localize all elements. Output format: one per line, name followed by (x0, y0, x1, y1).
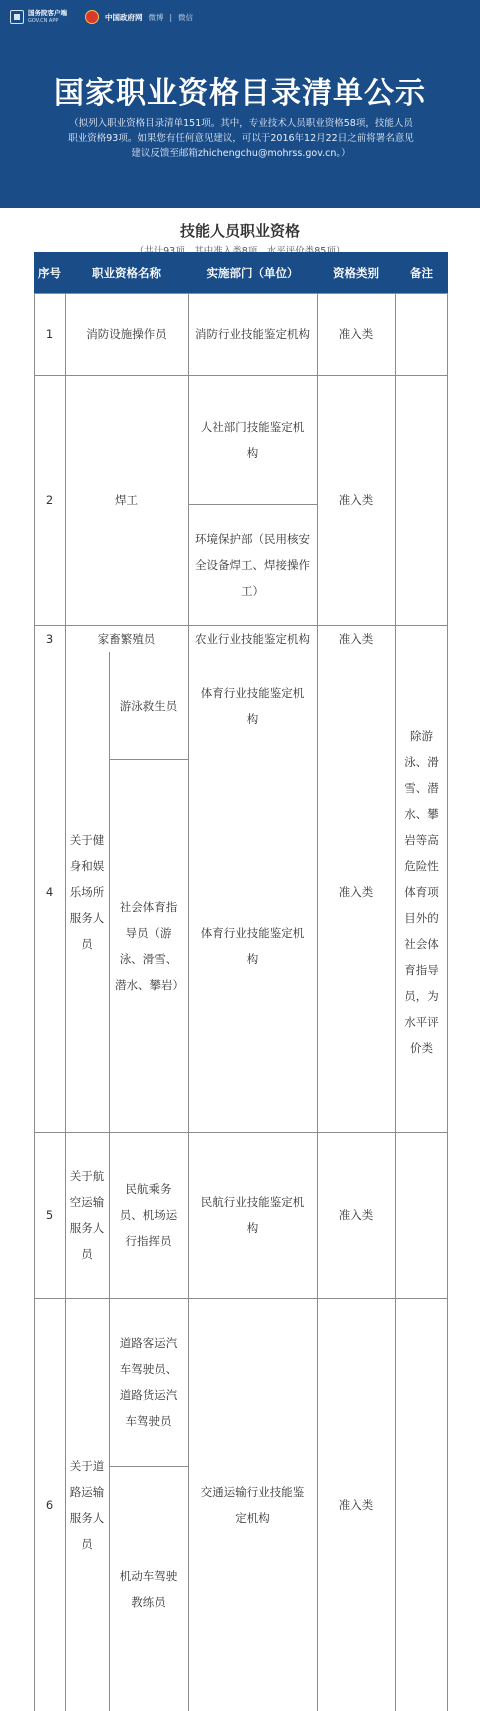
qualification-name: 消防设施操作员 (86, 327, 167, 341)
weibo-link[interactable]: 微博 (148, 12, 164, 22)
col-header-category[interactable]: 资格类别 (333, 265, 379, 280)
category: 准入类 (338, 493, 374, 507)
weixin-link[interactable]: 微信 (178, 12, 194, 22)
national-emblem-icon (85, 10, 99, 24)
qualification-name: 机动车驾驶教练员 (119, 1568, 178, 1609)
qualification-name: 社会体育指导员（游泳、滑雪、潜水、攀岩） (115, 899, 184, 992)
department: 人社部门技能鉴定机构 (200, 419, 305, 460)
department: 交通运输行业技能鉴定机构 (200, 1484, 305, 1525)
group-name: 关于道路运输服务人员 (69, 1458, 105, 1551)
gov-site-link[interactable]: 中国政府网 (105, 12, 143, 22)
row-number: 6 (45, 1497, 54, 1512)
section-title: 技能人员职业资格 (179, 222, 300, 240)
app-logo-icon (10, 10, 24, 24)
app-sub: GOV.CN APP (28, 17, 59, 24)
header-banner (0, 0, 480, 208)
department: 民航行业技能鉴定机构 (200, 1195, 305, 1235)
qualification-name: 民航乘务员、机场运行指挥员 (119, 1182, 178, 1248)
qualification-name: 家畜繁殖员 (97, 631, 156, 646)
group-name: 关于航空运输服务人员 (69, 1169, 105, 1261)
category: 准入类 (338, 327, 374, 341)
category: 准入类 (338, 1497, 374, 1512)
col-header-dept[interactable]: 实施部门（单位） (206, 265, 299, 280)
department: 体育行业技能鉴定机构 (200, 685, 305, 726)
note: 除游泳、滑雪、潜水、攀岩等高危险性体育项目外的社会体育指导员，为水平评价类 (404, 729, 439, 1055)
col-header-note[interactable]: 备注 (410, 265, 433, 280)
group-name: 关于健身和娱乐场所服务人员 (69, 833, 105, 951)
row-number: 4 (45, 885, 54, 899)
qualification-name: 游泳救生员 (119, 698, 178, 713)
page-subtitle: （拟列入职业资格目录清单151项。其中，专业技术人员职业资格58项，技能人员职业资格93项。如果您有任何意见建议，可以于2016年12月22日之前将署名意见建议反馈至邮箱zhichengchu@mohrss.gov.cn。） (68, 118, 414, 159)
row-number: 1 (45, 327, 54, 341)
col-header-no[interactable]: 序号 (38, 265, 61, 280)
department: 体育行业技能鉴定机构 (200, 925, 305, 966)
app-name: 国务院客户端 (28, 9, 67, 18)
row-number: 5 (45, 1208, 54, 1222)
separator: | (169, 12, 173, 22)
category: 准入类 (338, 631, 374, 646)
row-number: 2 (45, 493, 54, 507)
qualification-name: 焊工 (115, 493, 138, 507)
department: 消防行业技能鉴定机构 (195, 327, 310, 341)
row-number: 3 (45, 631, 54, 646)
department: 农业行业技能鉴定机构 (195, 631, 310, 646)
category: 准入类 (338, 1208, 374, 1222)
category: 准入类 (338, 885, 374, 899)
qualification-table (34, 252, 448, 1711)
top-logo-bar (0, 0, 480, 34)
gov-app-logo[interactable] (10, 10, 67, 24)
qualification-name: 道路客运汽车驾驶员、道路货运汽车驾驶员 (119, 1336, 178, 1428)
col-header-name[interactable]: 职业资格名称 (92, 265, 161, 280)
page-title: 国家职业资格目录清单公示 (54, 76, 426, 111)
department: 环境保护部（民用核安全设备焊工、焊接操作工） (195, 531, 310, 598)
